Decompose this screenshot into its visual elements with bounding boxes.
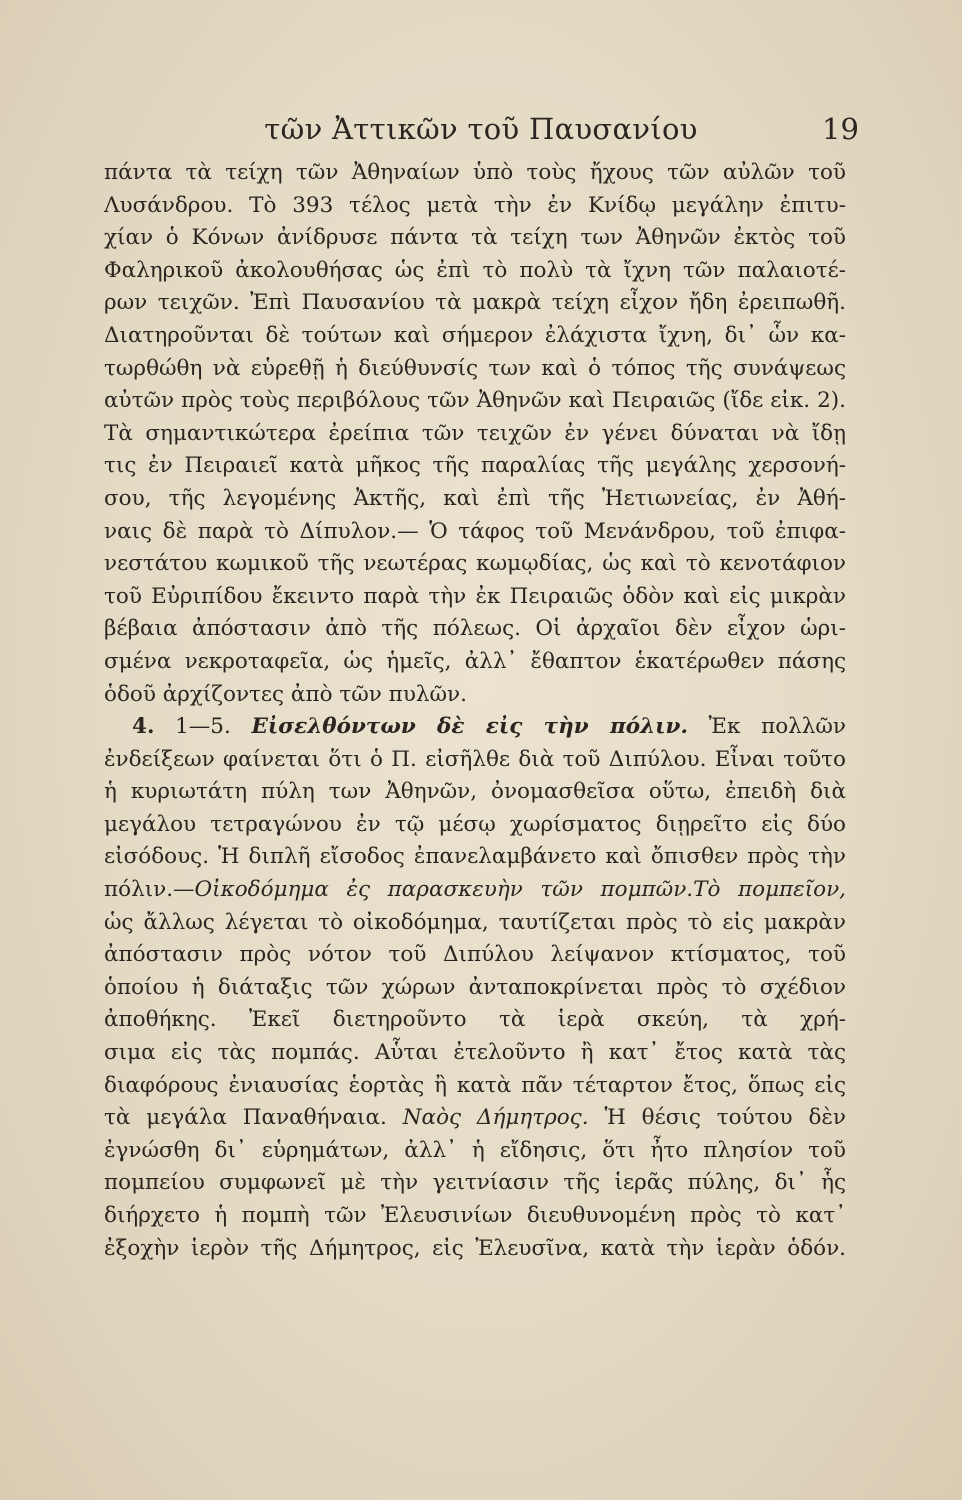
text-line: σου, τῆς λεγομένης Ἀκτῆς, καὶ ἐπὶ τῆς Ἠετιωνείας, ἐν Ἀθή- [104, 485, 846, 511]
text-line: χίαν ὁ Κόνων ἀνίδρυσε πάντα τὰ τείχη των Ἀθηνῶν ἐκτὸς τοῦ [104, 225, 846, 251]
text-line: ναις δὲ παρὰ τὸ Δίπυλον.— Ὁ τάφος τοῦ Μενάνδρου, τοῦ ἐπιφα- [104, 518, 846, 544]
text-line: ὁδοῦ ἀρχίζοντες ἀπὸ τῶν πυλῶν. [104, 681, 467, 707]
text-line: Φαληρικοῦ ἀκολουθήσας ὡς ἐπὶ τὸ πολὺ τὰ ἴχνη τῶν παλαιοτέ- [104, 257, 846, 283]
text-fragment: Ἡ θέσις τούτου δὲν [604, 1105, 846, 1131]
text-fragment: Ἐκ πολλῶν [708, 714, 846, 740]
text-line: τις ἐν Πειραιεῖ κατὰ μῆκος τῆς παραλίας τῆς μεγάλης χερσονή- [104, 453, 846, 479]
paragraph-4-first-line [104, 711, 846, 744]
lemma-heading: Τὸ πομπεῖον, [693, 877, 846, 903]
text-line: Διατηροῦνται δὲ τούτων καὶ σήμερον ἐλάχιστα ἴχνη, δι᾽ ὧν κα- [104, 322, 846, 348]
text-line: αὐτῶν πρὸς τοὺς περιβόλους τῶν Ἀθηνῶν καὶ Πειραιῶς (ἴδε εἰκ. 2). [104, 388, 846, 414]
lemma-heading: Ναὸς Δήμητρος. [402, 1105, 589, 1131]
text-line: Λυσάνδρου. Τὸ 393 τέλος μετὰ τὴν ἐν Κνίδῳ μεγάλην ἐπιτυ- [104, 192, 846, 218]
text-line: σμένα νεκροταφεῖα, ὡς ἡμεῖς, ἀλλ᾽ ἔθαπτον ἑκατέρωθεν πάσης [104, 648, 846, 674]
text-line: σιμα εἰς τὰς πομπάς. Αὗται ἐτελοῦντο ἢ κατ᾽ ἔτος κατὰ τὰς [104, 1040, 846, 1066]
text-line: νεστάτου κωμικοῦ τῆς νεωτέρας κωμῳδίας, ὡς καὶ τὸ κενοτάφιον [104, 551, 846, 577]
text-line: ἡ κυριωτάτη πύλη των Ἀθηνῶν, ὀνομασθεῖσα οὕτω, ἐπειδὴ διὰ [104, 779, 846, 805]
text-fragment: πόλιν.— [104, 877, 195, 903]
body-text [104, 157, 846, 1477]
lemma-reference: 1—5. [175, 714, 231, 740]
text-line: ρων τειχῶν. Ἐπὶ Παυσανίου τὰ μακρὰ τείχη εἶχον ἤδη ἐρειπωθῆ. [104, 290, 846, 316]
text-line: τωρθώθη νὰ εὑρεθῇ ἡ διεύθυνσίς των καὶ ὁ τόπος τῆς συνάψεως [104, 355, 846, 381]
text-line: εἰσόδους. Ἡ διπλῆ εἴσοδος ἐπανελαμβάνετο καὶ ὄπισθεν πρὸς τὴν [104, 844, 846, 870]
text-line: διαφόρους ἐνιαυσίας ἑορτὰς ἢ κατὰ πᾶν τέταρτον ἔτος, ὅπως εἰς [104, 1072, 846, 1098]
page-number: 19 [822, 112, 859, 146]
text-line-lemma [104, 1102, 846, 1135]
paragraph-marker: 4. [132, 714, 155, 740]
text-line: πομπείου συμφωνεῖ μὲ τὴν γειτνίασιν τῆς ἱερᾶς πύλης, δι᾽ ἧς [104, 1170, 846, 1196]
text-line: βέβαια ἀπόστασιν ἀπὸ τῆς πόλεως. Οἱ ἀρχαῖοι δὲν εἶχον ὡρι- [104, 616, 846, 642]
lemma-heading: Οἰκοδόμημα ἐς παρασκευὴν τῶν πομπῶν. [194, 877, 694, 903]
text-line: ἐγνώσθη δι᾽ εὑρημάτων, ἀλλ᾽ ἡ εἴδησις, ὅτι ἦτο πλησίον τοῦ [104, 1137, 846, 1163]
text-line-lemma [104, 874, 846, 907]
lemma-heading: Εἰσελθόντων δὲ εἰς τὴν πόλιν. [251, 714, 688, 740]
text-line: ἀπόστασιν πρὸς νότον τοῦ Διπύλου λείψανον κτίσματος, τοῦ [104, 942, 846, 968]
text-line: ὡς ἄλλως λέγεται τὸ οἰκοδόμημα, ταυτίζεται πρὸς τὸ εἰς μακρὰν [104, 909, 846, 935]
text-fragment: τὰ μεγάλα Παναθήναια. [104, 1105, 387, 1131]
text-line: ἐνδείξεων φαίνεται ὅτι ὁ Π. εἰσῆλθε διὰ τοῦ Διπύλου. Εἶναι τοῦτο [104, 746, 846, 772]
running-title: τῶν Ἀττικῶν τοῦ Παυσανίου [264, 112, 698, 146]
text-line: ἀποθήκης. Ἐκεῖ διετηροῦντο τὰ ἱερὰ σκεύη, τὰ χρή- [104, 1007, 846, 1033]
text-line: τοῦ Εὐριπίδου ἔκειντο παρὰ τὴν ἐκ Πειραιῶς ὁδὸν καὶ εἰς μικρὰν [104, 583, 846, 609]
text-line: Τὰ σημαντικώτερα ἐρείπια τῶν τειχῶν ἐν γένει δύναται νὰ ἴδῃ [104, 420, 846, 446]
text-line: ὁποίου ἡ διάταξις τῶν χώρων ἀνταποκρίνεται πρὸς τὸ σχέδιον [104, 974, 846, 1000]
text-line: πάντα τὰ τείχη τῶν Ἀθηναίων ὑπὸ τοὺς ἤχους τῶν αὐλῶν τοῦ [104, 160, 846, 185]
text-line: μεγάλου τετραγώνου ἐν τῷ μέσῳ χωρίσματος διῃρεῖτο εἰς δύο [104, 811, 846, 837]
text-line: ἐξοχὴν ἱερὸν τῆς Δήμητρος, εἰς Ἐλευσῖνα, κατὰ τὴν ἱερὰν ὁδόν. [104, 1235, 846, 1261]
text-line: διήρχετο ἡ πομπὴ τῶν Ἐλευσινίων διευθυνομένη πρὸς τὸ κατ᾽ [104, 1203, 846, 1228]
